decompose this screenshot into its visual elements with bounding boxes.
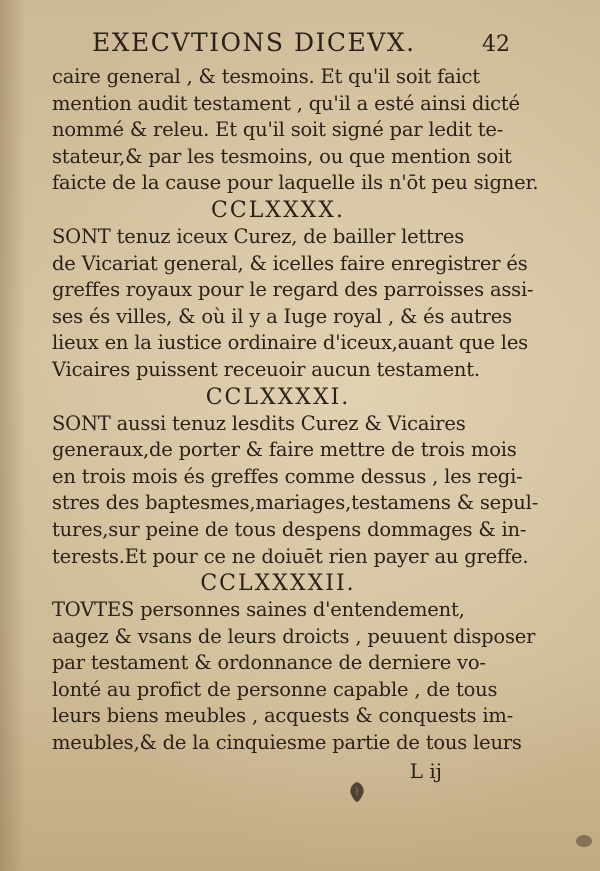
text-line: meubles,& de la cinquiesme partie de tous leurs: [52, 731, 522, 755]
text-line: stateur,& par les tesmoins, ou que mention soit: [52, 144, 512, 168]
text-line: lonté au profict de personne capable , de tous: [52, 677, 498, 701]
article-number-heading: CCLXXXXII.: [200, 571, 356, 597]
text-line: faicte de la cause pour laquelle ils n'ōt peu signer.: [52, 171, 539, 195]
article-number-heading: CCLXXXX.: [211, 197, 345, 223]
text-line: caire general , & tesmoins. Et qu'il soit faict: [52, 65, 480, 88]
text-line: stres des baptesmes,mariages,testamens & sepul-: [52, 491, 539, 515]
text-line: TOVTES personnes saines d'entendement,: [52, 598, 465, 622]
text-line: SONT aussi tenuz lesdits Curez & Vicaires: [52, 411, 466, 435]
text-line: de Vicariat general, & icelles faire enregistrer és: [52, 251, 528, 275]
running-title: EXECVTIONS DICEVX.: [92, 28, 416, 57]
text-line: lieux en la iustice ordinaire d'iceux,auant que les: [52, 331, 528, 355]
text-line: ses és villes, & où il y a Iuge royal , & és autres: [52, 304, 512, 328]
paragraph: [52, 224, 534, 384]
text-line: mention audit testament , qu'il a esté ainsi dicté: [52, 91, 520, 115]
text-block: [52, 28, 539, 785]
text-line: greffes royaux pour le regard des parroisses assi-: [52, 278, 534, 302]
folio-number: 42: [482, 32, 510, 57]
signature-mark: L ij: [409, 758, 442, 783]
paragraph: [52, 597, 536, 757]
text-line: par testament & ordonnance de derniere vo-: [52, 651, 486, 675]
text-line: leurs biens meubles , acquests & conquests im-: [52, 704, 514, 728]
fleuron-ornament-icon: [346, 780, 368, 804]
paragraph: [52, 64, 539, 197]
text-line: Vicaires puissent receuoir aucun testament.: [52, 357, 480, 381]
text-line: aagez & vsans de leurs droicts , peuuent disposer: [52, 624, 536, 648]
text-line: generaux,de porter & faire mettre de trois mois: [52, 438, 517, 462]
text-line: nommé & releu. Et qu'il soit signé par ledit te-: [52, 118, 504, 142]
text-line: en trois mois és greffes comme dessus , les regi-: [52, 464, 523, 488]
ink-stain-icon: [574, 831, 594, 851]
text-line: tures,sur peine de tous despens dommages & in-: [52, 517, 527, 541]
article-number-heading: CCLXXXXI.: [205, 384, 351, 410]
page-gutter-shadow: [0, 0, 26, 871]
running-head: [52, 28, 510, 64]
paragraph: [52, 411, 539, 571]
text-line: terests.Et pour ce ne doiuēt rien payer au greffe.: [52, 544, 529, 568]
text-line: SONT tenuz iceux Curez, de bailler lettres: [52, 224, 465, 248]
